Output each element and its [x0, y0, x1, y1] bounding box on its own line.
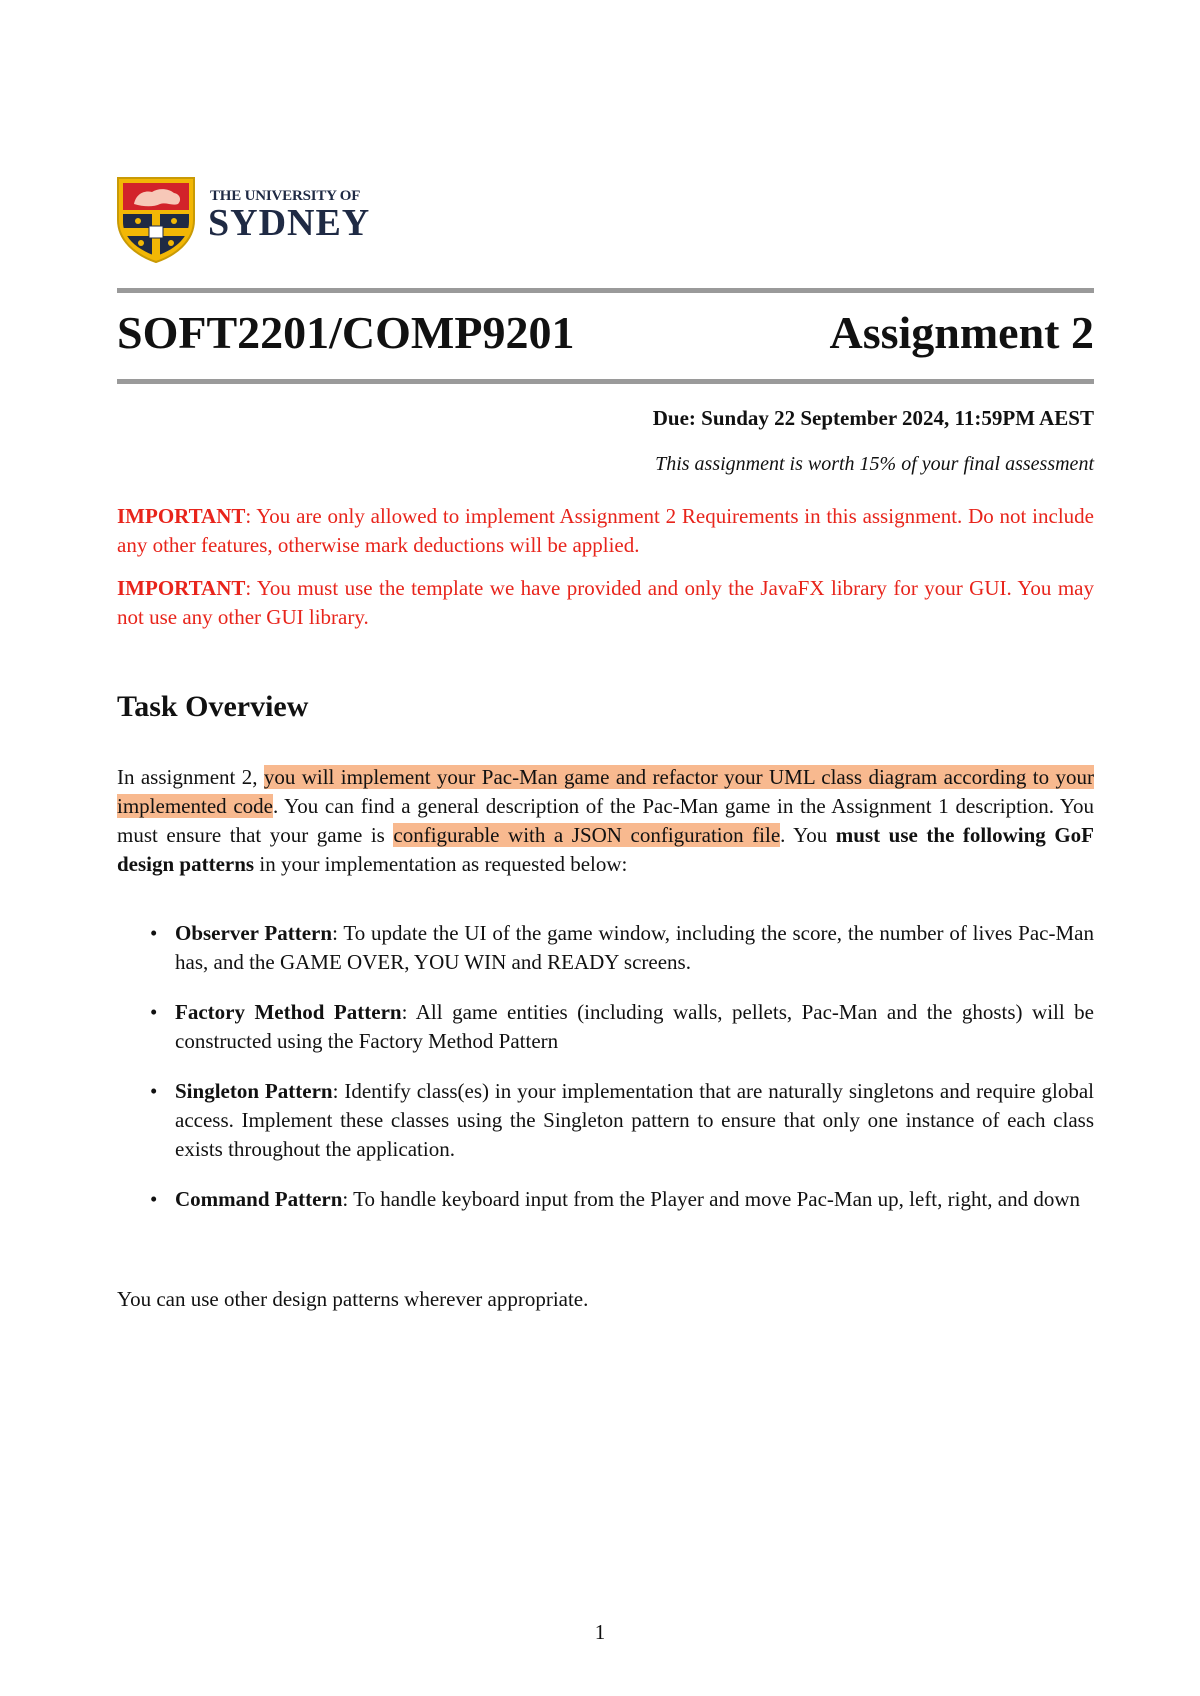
list-item	[117, 1077, 1094, 1164]
intro-text: . You	[780, 823, 836, 847]
assessment-weight: This assignment is worth 15% of your final assessment	[655, 453, 1094, 475]
list-item-title: Command Pattern	[175, 1187, 343, 1211]
header-rule-top	[117, 288, 1094, 293]
bullet-icon: •	[150, 921, 158, 945]
important-label: IMPORTANT	[117, 504, 246, 528]
highlighted-text: you will implement your Pac-Man game and refactor your UML class diagram according to your implemented code	[117, 765, 1094, 818]
intro-text: in your implementation as requested below:	[254, 852, 628, 876]
list-item-text: : All game entities (including walls, pellets, Pac-Man and the ghosts) will be constructed using the Factory Method Pattern	[175, 1000, 1095, 1053]
list-item-title: Factory Method Pattern	[175, 1000, 402, 1024]
important-text: : You are only allowed to implement Assignment 2 Requirements in this assignment. Do not include any other features, otherwise mark deductions will be applied.	[117, 504, 1094, 557]
closing-paragraph: You can use other design patterns wherever appropriate.	[117, 1287, 589, 1311]
intro-text: . You can find a general description of the Pac-Man game in the Assignment 1 description. You must ensure that your game is	[117, 794, 1094, 847]
important-note-1	[117, 502, 1094, 560]
page-number: 1	[594, 1620, 606, 1644]
bullet-icon: •	[150, 1187, 158, 1211]
logo-line1: THE UNIVERSITY OF	[210, 188, 361, 204]
university-logo	[114, 174, 374, 264]
bold-text: must use the following GoF design patterns	[117, 823, 1094, 876]
course-code: SOFT2201/COMP9201	[117, 307, 575, 358]
intro-text: In assignment 2,	[117, 765, 264, 789]
university-crest-icon	[114, 174, 198, 264]
list-item	[117, 919, 1094, 977]
list-item-text: : To handle keyboard input from the Player and move Pac-Man up, left, right, and down	[342, 1187, 1081, 1211]
list-item	[117, 998, 1094, 1056]
highlighted-text: configurable with a JSON configuration file	[393, 823, 781, 847]
important-label: IMPORTANT	[117, 576, 246, 600]
section-heading: Task Overview	[117, 690, 309, 723]
important-note-2	[117, 574, 1094, 632]
list-item-text: : Identify class(es) in your implementation that are naturally singletons and require global access. Implement these classes using the Singleton pattern to ensure that only one instance of each class exists throughout the application.	[175, 1079, 1095, 1161]
header-rule-bottom	[117, 379, 1094, 384]
due-date: Due: Sunday 22 September 2024, 11:59PM AEST	[652, 406, 1094, 430]
list-item	[117, 1185, 1094, 1214]
logo-line2: SYDNEY	[208, 202, 371, 244]
bullet-icon: •	[150, 1079, 158, 1103]
important-text: : You must use the template we have provided and only the JavaFX library for your GUI. You may not use any other GUI library.	[117, 576, 1094, 629]
list-item-text: : To update the UI of the game window, including the score, the number of lives Pac-Man has, and the GAME OVER, YOU WIN and READY screens.	[175, 921, 1094, 974]
pattern-list	[117, 919, 1094, 1235]
assignment-title: Assignment 2	[829, 307, 1094, 358]
list-item-title: Observer Pattern	[175, 921, 333, 945]
intro-paragraph	[117, 763, 1094, 879]
bullet-icon: •	[150, 1000, 158, 1024]
list-item-title: Singleton Pattern	[175, 1079, 333, 1103]
